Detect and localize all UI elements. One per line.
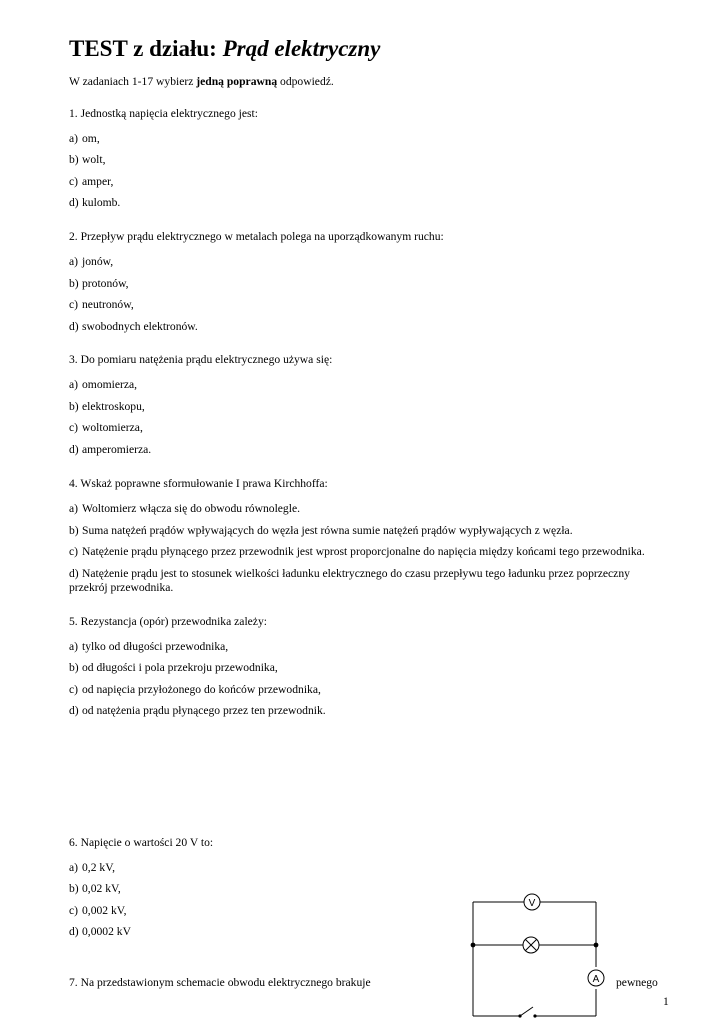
option-text: protonów,: [82, 277, 129, 290]
option-letter: c): [69, 683, 79, 696]
option-text: jonów,: [82, 255, 114, 268]
option-letter: a): [69, 861, 79, 874]
instructions-after: odpowiedź.: [277, 75, 334, 88]
option-letter: c): [69, 298, 79, 311]
question-2-option-c: [69, 298, 134, 312]
option-text: om,: [82, 132, 100, 145]
question-3: 3. Do pomiaru natężenia prądu elektrycznego używa się:: [69, 353, 333, 366]
question-3-option-d: [69, 443, 151, 457]
question-7: 7. Na przedstawionym schemacie obwodu elektrycznego brakuje: [69, 976, 371, 989]
option-text: Natężenie prądu jest to stosunek wielkości ładunku elektrycznego do czasu przepływu tego ładunku przez poprzeczny przekrój przewodnika.: [69, 567, 630, 594]
question-2: 2. Przepływ prądu elektrycznego w metalach polega na uporządkowanym ruchu:: [69, 230, 444, 243]
option-text: Woltomierz włącza się do obwodu równolegle.: [82, 502, 300, 515]
option-text: neutronów,: [82, 298, 134, 311]
option-letter: a): [69, 640, 79, 653]
question-5-option-b: [69, 661, 278, 675]
question-1-option-b: [69, 153, 106, 167]
option-text: wolt,: [82, 153, 106, 166]
option-text: Suma natężeń prądów wpływających do węzła jest równa sumie natężeń prądów wypływających z węzła.: [82, 524, 573, 537]
option-letter: a): [69, 255, 79, 268]
question-6-option-b: [69, 882, 121, 896]
instructions: [69, 75, 334, 89]
option-letter: d): [69, 320, 79, 333]
option-text: swobodnych elektronów.: [82, 320, 198, 333]
question-7-continuation: pewnego: [616, 976, 658, 989]
ammeter-label: A: [592, 974, 600, 985]
page-title: [69, 34, 380, 64]
option-letter: d): [69, 196, 79, 209]
option-text: od natężenia prądu płynącego przez ten przewodnik.: [82, 704, 326, 717]
option-text: kulomb.: [82, 196, 121, 209]
circuit-diagram: [460, 885, 620, 1024]
ammeter-icon: [588, 970, 604, 986]
option-letter: a): [69, 132, 79, 145]
question-4-option-d: [69, 567, 669, 595]
junction-right: [594, 943, 599, 948]
option-text: omomierza,: [82, 378, 138, 391]
question-2-option-b: [69, 277, 129, 291]
option-text: 0,2 kV,: [82, 861, 115, 874]
option-text: od długości i pola przekroju przewodnika,: [82, 661, 278, 674]
option-letter: b): [69, 661, 79, 674]
option-text: 0,02 kV,: [82, 882, 121, 895]
voltmeter-label: V: [528, 898, 536, 909]
option-letter: c): [69, 421, 79, 434]
question-6: 6. Napięcie o wartości 20 V to:: [69, 836, 214, 849]
question-6-option-a: [69, 861, 115, 875]
option-letter: d): [69, 925, 79, 938]
question-5-option-a: [69, 640, 228, 654]
question-2-option-d: [69, 320, 198, 334]
option-letter: b): [69, 153, 79, 166]
switch-contact: [533, 1014, 536, 1017]
option-text: 0,0002 kV: [82, 925, 131, 938]
question-3-option-a: [69, 378, 137, 392]
option-text: elektroskopu,: [82, 400, 145, 413]
option-text: amper,: [82, 175, 114, 188]
question-2-option-a: [69, 255, 113, 269]
option-letter: d): [69, 443, 79, 456]
option-text: 0,002 kV,: [82, 904, 127, 917]
switch-blade: [520, 1007, 533, 1016]
option-letter: d): [69, 567, 79, 580]
junction-left: [471, 943, 476, 948]
question-4-option-b: [69, 524, 573, 538]
instructions-bold: jedną poprawną: [196, 75, 278, 88]
question-3-option-c: [69, 421, 143, 435]
option-text: od napięcia przyłożonego do końców przewodnika,: [82, 683, 321, 696]
option-letter: b): [69, 524, 79, 537]
question-1-option-a: [69, 132, 100, 146]
option-text: amperomierza.: [82, 443, 152, 456]
question-4: 4. Wskaż poprawne sformułowanie I prawa Kirchhoffa:: [69, 477, 328, 490]
instructions-before: W zadaniach 1-17 wybierz: [69, 75, 197, 88]
option-text: woltomierza,: [82, 421, 143, 434]
question-5-option-c: [69, 683, 321, 697]
voltmeter-icon: [524, 894, 540, 910]
option-text: Natężenie prądu płynącego przez przewodnik jest wprost proporcjonalne do napięcia między końcami tego przewodnika.: [82, 545, 645, 558]
question-5-option-d: [69, 704, 326, 718]
question-1-option-d: [69, 196, 120, 210]
question-5: 5. Rezystancja (opór) przewodnika zależy:: [69, 615, 267, 628]
title-italic: Prąd elektryczny: [222, 36, 381, 61]
option-letter: c): [69, 904, 79, 917]
option-letter: c): [69, 545, 79, 558]
option-letter: b): [69, 400, 79, 413]
option-letter: c): [69, 175, 79, 188]
switch-pivot: [518, 1014, 521, 1017]
option-letter: d): [69, 704, 79, 717]
question-6-option-d: [69, 925, 131, 939]
question-1: 1. Jednostką napięcia elektrycznego jest:: [69, 107, 258, 120]
question-4-option-a: [69, 502, 300, 516]
question-1-option-c: [69, 175, 113, 189]
title-plain: TEST z działu:: [69, 36, 223, 61]
option-text: tylko od długości przewodnika,: [82, 640, 229, 653]
question-4-option-c: [69, 545, 645, 559]
page-number: 1: [663, 995, 669, 1008]
question-6-option-c: [69, 904, 127, 918]
option-letter: a): [69, 502, 79, 515]
question-3-option-b: [69, 400, 145, 414]
option-letter: a): [69, 378, 79, 391]
bulb-icon: [523, 937, 539, 953]
option-letter: b): [69, 882, 79, 895]
option-letter: b): [69, 277, 79, 290]
